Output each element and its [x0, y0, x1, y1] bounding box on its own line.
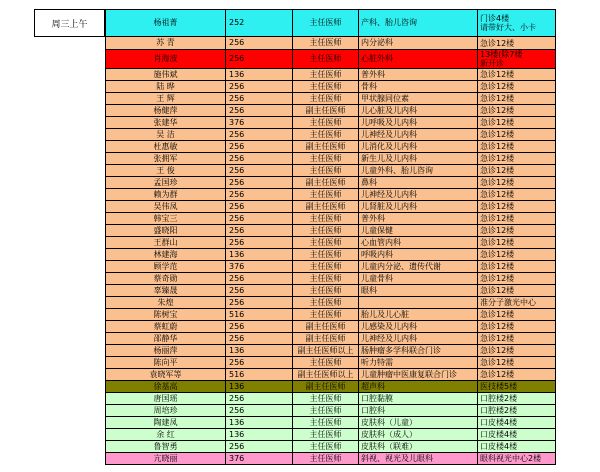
table-row: [105, 285, 556, 297]
table-row: [105, 369, 556, 381]
department-cell: 鼻科: [359, 177, 478, 189]
department-cell: 皮肤科（联难）: [359, 441, 478, 453]
fee-code-cell: 376: [226, 453, 293, 465]
department-cell: 甲状腺同位素: [359, 93, 478, 105]
location-line: 眼科视光中心2楼: [480, 454, 542, 463]
table-row: [105, 357, 556, 369]
table-row: [105, 9, 556, 37]
doctor-name-cell: 辜臻晟: [105, 285, 226, 297]
department-cell: 肠肿瘤多学科联合门诊: [359, 345, 478, 357]
doctor-title-cell: 主任医师: [293, 50, 359, 69]
table-row: [105, 177, 556, 189]
location-line: 急诊12楼: [480, 70, 515, 79]
doctor-title-cell: 副主任医师: [293, 105, 359, 117]
department-cell: 儿肾脏及儿内科: [359, 201, 478, 213]
location-cell: [478, 50, 556, 69]
doctor-title-cell: 主任医师: [293, 297, 359, 309]
department-cell: 儿消化及儿内科: [359, 141, 478, 153]
doctor-name-cell: 杜惠敏: [105, 141, 226, 153]
doctor-name-cell: 赖为群: [105, 189, 226, 201]
fee-code-cell: 256: [226, 225, 293, 237]
location-cell: [478, 369, 556, 381]
location-line: 急诊12楼: [480, 154, 515, 163]
location-line: 急诊12楼: [480, 346, 515, 355]
doctor-name-cell: 苏 青: [105, 37, 226, 50]
doctor-title-cell: 主任医师: [293, 213, 359, 225]
doctor-name-cell: 蔡奇勋: [105, 273, 226, 285]
location-line: 急诊12楼: [480, 118, 515, 127]
department-cell: 儿感染及儿内科: [359, 321, 478, 333]
location-line: 急诊12楼: [480, 310, 515, 319]
location-line: 急诊12楼: [480, 178, 515, 187]
doctor-name-cell: 陆 晔: [105, 81, 226, 93]
fee-code-cell: 136: [226, 417, 293, 429]
location-line: 口腔楼2楼: [480, 394, 518, 403]
fee-code-cell: 256: [226, 393, 293, 405]
department-cell: 儿神经及儿内科: [359, 333, 478, 345]
department-cell: 胎儿及儿心脏: [359, 309, 478, 321]
department-cell: 超声科: [359, 381, 478, 393]
doctor-title-cell: 主任医师: [293, 261, 359, 273]
department-cell: 儿童骨科: [359, 273, 478, 285]
fee-code-cell: 516: [226, 309, 293, 321]
location-cell: [478, 10, 556, 37]
table-row: [105, 453, 556, 465]
department-cell: 心血管内科: [359, 237, 478, 249]
doctor-title-cell: 主任医师: [293, 153, 359, 165]
doctor-title-cell: 主任医师: [293, 225, 359, 237]
table-row: [105, 201, 556, 213]
doctor-title-cell: 主任医师: [293, 93, 359, 105]
fee-code-cell: 256: [226, 405, 293, 417]
doctor-name-cell: 孟国珍: [105, 177, 226, 189]
table-row: [105, 441, 556, 453]
table-row: [105, 129, 556, 141]
department-cell: 口腔黏膜: [359, 393, 478, 405]
location-line: 急诊12楼: [480, 166, 515, 175]
doctor-title-cell: 副主任医师: [293, 177, 359, 189]
doctor-name-cell: 吴伟凤: [105, 201, 226, 213]
department-cell: 儿呼吸及儿内科: [359, 117, 478, 129]
doctor-title-cell: 主任医师: [293, 405, 359, 417]
table-row: [105, 141, 556, 153]
doctor-title-cell: 主任医师: [293, 81, 359, 93]
location-cell: [478, 81, 556, 93]
department-cell: 听力特需: [359, 357, 478, 369]
doctor-title-cell: 主任医师: [293, 117, 359, 129]
fee-code-cell: 256: [226, 105, 293, 117]
table-row: [105, 393, 556, 405]
location-cell: [478, 393, 556, 405]
fee-code-cell: 256: [226, 129, 293, 141]
doctor-name-cell: 蔡虹蔚: [105, 321, 226, 333]
location-cell: [478, 381, 556, 393]
table-row: [105, 165, 556, 177]
location-line: 13楼(除7楼: [480, 50, 523, 59]
location-line: 急诊12楼: [480, 190, 515, 199]
doctor-name-cell: 吴 洁: [105, 129, 226, 141]
doctor-name-cell: 张拥军: [105, 153, 226, 165]
fee-code-cell: 256: [226, 273, 293, 285]
location-cell: [478, 321, 556, 333]
fee-code-cell: 256: [226, 50, 293, 69]
doctor-title-cell: 主任医师: [293, 10, 359, 37]
department-cell: 呼吸内科: [359, 249, 478, 261]
doctor-name-cell: 肖海波: [105, 50, 226, 69]
table-row: [105, 37, 556, 50]
fee-code-cell: 256: [226, 237, 293, 249]
location-line: 请带好大、小卡: [480, 23, 536, 32]
doctor-name-cell: 杨丽萍: [105, 345, 226, 357]
location-line: 急诊12楼: [480, 82, 515, 91]
doctor-name-cell: 施伟斌: [105, 69, 226, 81]
fee-code-cell: 256: [226, 297, 293, 309]
location-line: 急诊12楼: [480, 38, 515, 48]
location-cell: [478, 105, 556, 117]
doctor-name-cell: 余 红: [105, 429, 226, 441]
location-line: 口腔楼2楼: [480, 406, 518, 415]
location-line: 门诊4楼: [480, 14, 510, 23]
fee-code-cell: 256: [226, 201, 293, 213]
location-line: 急诊12楼: [480, 286, 515, 295]
table-row: [105, 105, 556, 117]
doctor-title-cell: 副主任医师以上: [293, 345, 359, 357]
fee-code-cell: 256: [226, 81, 293, 93]
department-cell: 新生儿及儿内科: [359, 153, 478, 165]
department-cell: 普外科: [359, 69, 478, 81]
table-row: [105, 429, 556, 441]
doctor-name-cell: 张建华: [105, 117, 226, 129]
fee-code-cell: 256: [226, 357, 293, 369]
schedule-table: [34, 9, 556, 465]
department-cell: 斜视、视光及儿眼科: [359, 453, 478, 465]
doctor-name-cell: 亢晓丽: [105, 453, 226, 465]
doctor-title-cell: 主任医师: [293, 129, 359, 141]
table-row: [105, 81, 556, 93]
doctor-title-cell: 副主任医师: [293, 333, 359, 345]
doctor-name-cell: 王 辉: [105, 93, 226, 105]
location-line: 急诊12楼: [480, 370, 515, 379]
location-cell: [478, 69, 556, 81]
doctor-title-cell: 主任医师: [293, 453, 359, 465]
department-cell: 口腔科: [359, 405, 478, 417]
department-cell: 儿童肿瘤中医康复联合门诊: [359, 369, 478, 381]
location-cell: [478, 345, 556, 357]
fee-code-cell: 136: [226, 345, 293, 357]
doctor-name-cell: 杨祖菁: [105, 10, 226, 37]
table-row: [105, 117, 556, 129]
doctor-title-cell: 主任医师: [293, 237, 359, 249]
department-cell: [359, 297, 478, 309]
location-cell: [478, 37, 556, 50]
location-cell: [478, 93, 556, 105]
location-line: 急诊12楼: [480, 358, 515, 367]
doctor-name-cell: 鲁智勇: [105, 441, 226, 453]
doctor-title-cell: 主任医师: [293, 37, 359, 50]
fee-code-cell: 256: [226, 285, 293, 297]
table-row: [105, 93, 556, 105]
fee-code-cell: 252: [226, 10, 293, 37]
location-line: 急诊12楼: [480, 226, 515, 235]
location-line: 口皮楼4楼: [480, 430, 518, 439]
table-row: [105, 213, 556, 225]
location-line: 口皮楼4楼: [480, 442, 518, 451]
table-row: [105, 50, 556, 69]
location-line: 急诊12楼: [480, 142, 515, 151]
location-line: 急诊12楼: [480, 274, 515, 283]
location-cell: [478, 129, 556, 141]
doctor-name-cell: 韩宝三: [105, 213, 226, 225]
location-cell: [478, 141, 556, 153]
location-cell: [478, 201, 556, 213]
doctor-title-cell: 主任医师: [293, 69, 359, 81]
department-cell: 心脏外科: [359, 50, 478, 69]
doctor-title-cell: 主任医师: [293, 357, 359, 369]
table-row: [105, 225, 556, 237]
doctor-title-cell: 主任医师: [293, 249, 359, 261]
fee-code-cell: 256: [226, 189, 293, 201]
doctor-name-cell: 袁晓军等: [105, 369, 226, 381]
department-cell: 儿童内分泌、遗传代谢: [359, 261, 478, 273]
location-line: 急诊12楼: [480, 106, 515, 115]
fee-code-cell: 256: [226, 177, 293, 189]
table-row: [105, 273, 556, 285]
fee-code-cell: 256: [226, 321, 293, 333]
doctor-title-cell: 副主任医师: [293, 321, 359, 333]
doctor-title-cell: 副主任医师以上: [293, 369, 359, 381]
location-line: 口皮楼4楼: [480, 418, 518, 427]
doctor-title-cell: 主任医师: [293, 309, 359, 321]
location-line: 急诊12楼: [480, 262, 515, 271]
table-row: [105, 69, 556, 81]
location-cell: [478, 333, 556, 345]
table-row: [105, 189, 556, 201]
location-cell: [478, 405, 556, 417]
day-label: 周三上午: [34, 9, 105, 37]
location-cell: [478, 261, 556, 273]
doctor-name-cell: 杨健萍: [105, 105, 226, 117]
department-cell: 儿童外科、胎儿咨询: [359, 165, 478, 177]
location-line: 急诊12楼: [480, 94, 515, 103]
department-cell: 骨科: [359, 81, 478, 93]
doctor-title-cell: 副主任医师: [293, 201, 359, 213]
location-cell: [478, 429, 556, 441]
location-cell: [478, 285, 556, 297]
fee-code-cell: 136: [226, 429, 293, 441]
fee-code-cell: 256: [226, 141, 293, 153]
location-cell: [478, 189, 556, 201]
doctor-title-cell: 副主任医师: [293, 381, 359, 393]
location-line: 急诊12楼: [480, 130, 515, 139]
doctor-name-cell: 陈向平: [105, 357, 226, 369]
department-cell: 眼科: [359, 285, 478, 297]
location-line: 急诊12楼: [480, 250, 515, 259]
fee-code-cell: 256: [226, 165, 293, 177]
department-cell: 内分泌科: [359, 37, 478, 50]
table-row: [105, 381, 556, 393]
location-line: 急诊12楼: [480, 202, 515, 211]
location-cell: [478, 213, 556, 225]
location-cell: [478, 273, 556, 285]
doctor-name-cell: 陈树宝: [105, 309, 226, 321]
doctor-title-cell: 主任医师: [293, 417, 359, 429]
doctor-name-cell: 顾学范: [105, 261, 226, 273]
doctor-name-cell: 陶建凤: [105, 417, 226, 429]
location-cell: [478, 249, 556, 261]
doctor-name-cell: 唐国瑶: [105, 393, 226, 405]
doctor-name-cell: 林建海: [105, 249, 226, 261]
location-line: 新开诊: [480, 59, 504, 68]
location-cell: [478, 225, 556, 237]
fee-code-cell: 256: [226, 93, 293, 105]
doctor-name-cell: 周培珍: [105, 405, 226, 417]
doctor-name-cell: 王群山: [105, 237, 226, 249]
fee-code-cell: 136: [226, 69, 293, 81]
location-cell: [478, 297, 556, 309]
table-row: [105, 297, 556, 309]
doctor-name-cell: 朱煌: [105, 297, 226, 309]
location-cell: [478, 165, 556, 177]
department-cell: 皮肤科（成人）: [359, 429, 478, 441]
doctor-name-cell: 徐基高: [105, 381, 226, 393]
department-cell: 儿童保健: [359, 225, 478, 237]
location-cell: [478, 309, 556, 321]
table-row: [105, 237, 556, 249]
department-cell: 儿心脏及儿内科: [359, 105, 478, 117]
location-cell: [478, 177, 556, 189]
location-cell: [478, 117, 556, 129]
doctor-name-cell: 王 俊: [105, 165, 226, 177]
department-cell: 儿神经及儿内科: [359, 189, 478, 201]
table-row: [105, 405, 556, 417]
location-line: 急诊12楼: [480, 334, 515, 343]
doctor-name-cell: 盛晓阳: [105, 225, 226, 237]
location-cell: [478, 453, 556, 465]
table-row: [105, 249, 556, 261]
table-row: [105, 417, 556, 429]
fee-code-cell: 256: [226, 37, 293, 50]
department-cell: 皮肤科（儿童）: [359, 417, 478, 429]
doctor-name-cell: 邵静华: [105, 333, 226, 345]
doctor-title-cell: 主任医师: [293, 273, 359, 285]
location-cell: [478, 441, 556, 453]
location-line: 急诊12楼: [480, 322, 515, 331]
location-line: 医技楼5楼: [480, 382, 518, 391]
fee-code-cell: 376: [226, 117, 293, 129]
location-cell: [478, 237, 556, 249]
doctor-title-cell: 主任医师: [293, 393, 359, 405]
fee-code-cell: 516: [226, 369, 293, 381]
location-cell: [478, 357, 556, 369]
location-cell: [478, 153, 556, 165]
fee-code-cell: 256: [226, 441, 293, 453]
location-line: 急诊12楼: [480, 238, 515, 247]
doctor-title-cell: 副主任医师: [293, 141, 359, 153]
table-row: [105, 309, 556, 321]
doctor-title-cell: 主任医师: [293, 285, 359, 297]
table-row: [105, 261, 556, 273]
fee-code-cell: 136: [226, 249, 293, 261]
fee-code-cell: 256: [226, 333, 293, 345]
fee-code-cell: 256: [226, 153, 293, 165]
department-cell: 产科、胎儿咨询: [359, 10, 478, 37]
table-row: [105, 345, 556, 357]
fee-code-cell: 256: [226, 213, 293, 225]
table-row: [105, 321, 556, 333]
location-line: 急诊12楼: [480, 214, 515, 223]
doctor-title-cell: 主任医师: [293, 441, 359, 453]
department-cell: 儿神经及儿内科: [359, 129, 478, 141]
location-cell: [478, 417, 556, 429]
doctor-title-cell: 主任医师: [293, 189, 359, 201]
fee-code-cell: 136: [226, 381, 293, 393]
department-cell: 普外科: [359, 213, 478, 225]
doctor-title-cell: 主任医师: [293, 165, 359, 177]
table-row: [105, 333, 556, 345]
location-line: 准分子激光中心: [480, 298, 536, 307]
doctor-title-cell: 主任医师: [293, 429, 359, 441]
table-row: [105, 153, 556, 165]
fee-code-cell: 376: [226, 261, 293, 273]
